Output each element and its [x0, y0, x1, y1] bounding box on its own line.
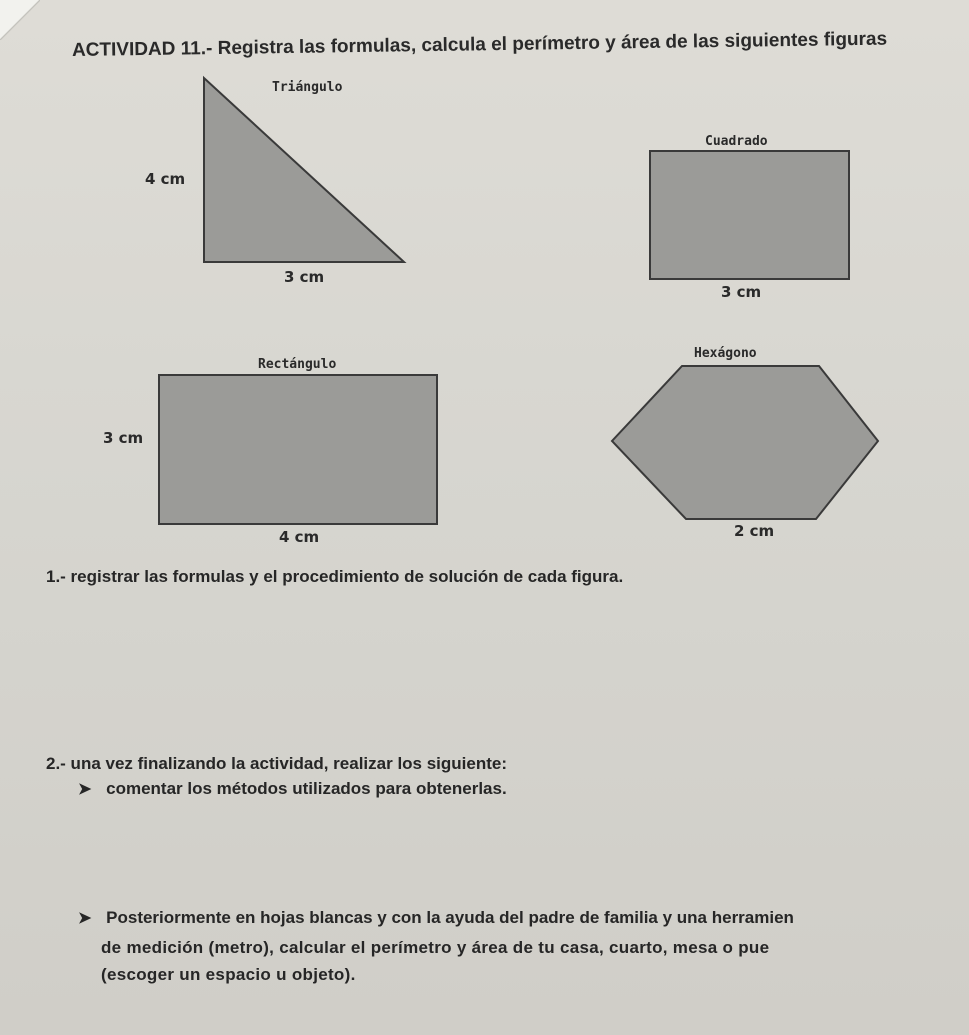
rectangle-height-label: 3 cm — [103, 429, 144, 447]
square-label: Cuadrado — [705, 134, 768, 149]
bullet-arrow-icon: ➤ — [78, 781, 92, 798]
rectangle-label: Rectángulo — [258, 357, 337, 372]
rectangle-width-label: 4 cm — [279, 528, 320, 546]
hexagon-label: Hexágono — [694, 346, 757, 361]
triangle-height-label: 4 cm — [145, 170, 186, 188]
question-2: 2.- una vez finalizando la actividad, realizar los siguiente: — [46, 754, 508, 773]
triangle-shape — [204, 78, 404, 262]
square-shape — [650, 151, 849, 279]
question-1: 1.- registrar las formulas y el procedimiento de solución de cada figura. — [46, 567, 624, 586]
bullet-1 — [78, 779, 507, 799]
triangle-base-label: 3 cm — [284, 268, 325, 286]
rectangle-shape — [159, 375, 437, 524]
hexagon-shape — [612, 366, 878, 519]
hexagon-side-label: 2 cm — [734, 522, 775, 540]
bullet-arrow-icon: ➤ — [78, 910, 92, 927]
bullet-2-line-1: Posteriormente en hojas blancas y con la ayuda del padre de familia y una herramien — [106, 908, 794, 927]
activity-title: ACTIVIDAD 11.- Registra las formulas, calcula el perímetro y área de las siguientes figuras — [71, 28, 888, 61]
triangle-label: Triángulo — [272, 80, 343, 95]
bullet-1-text: comentar los métodos utilizados para obtenerlas. — [106, 779, 507, 798]
square-side-label: 3 cm — [721, 283, 762, 301]
bullet-2 — [78, 908, 794, 928]
bullet-2-line-3: (escoger un espacio u objeto). — [101, 965, 356, 984]
bullet-2-line-2: de medición (metro), calcular el perímetro y área de tu casa, cuarto, mesa o pue — [101, 938, 770, 957]
